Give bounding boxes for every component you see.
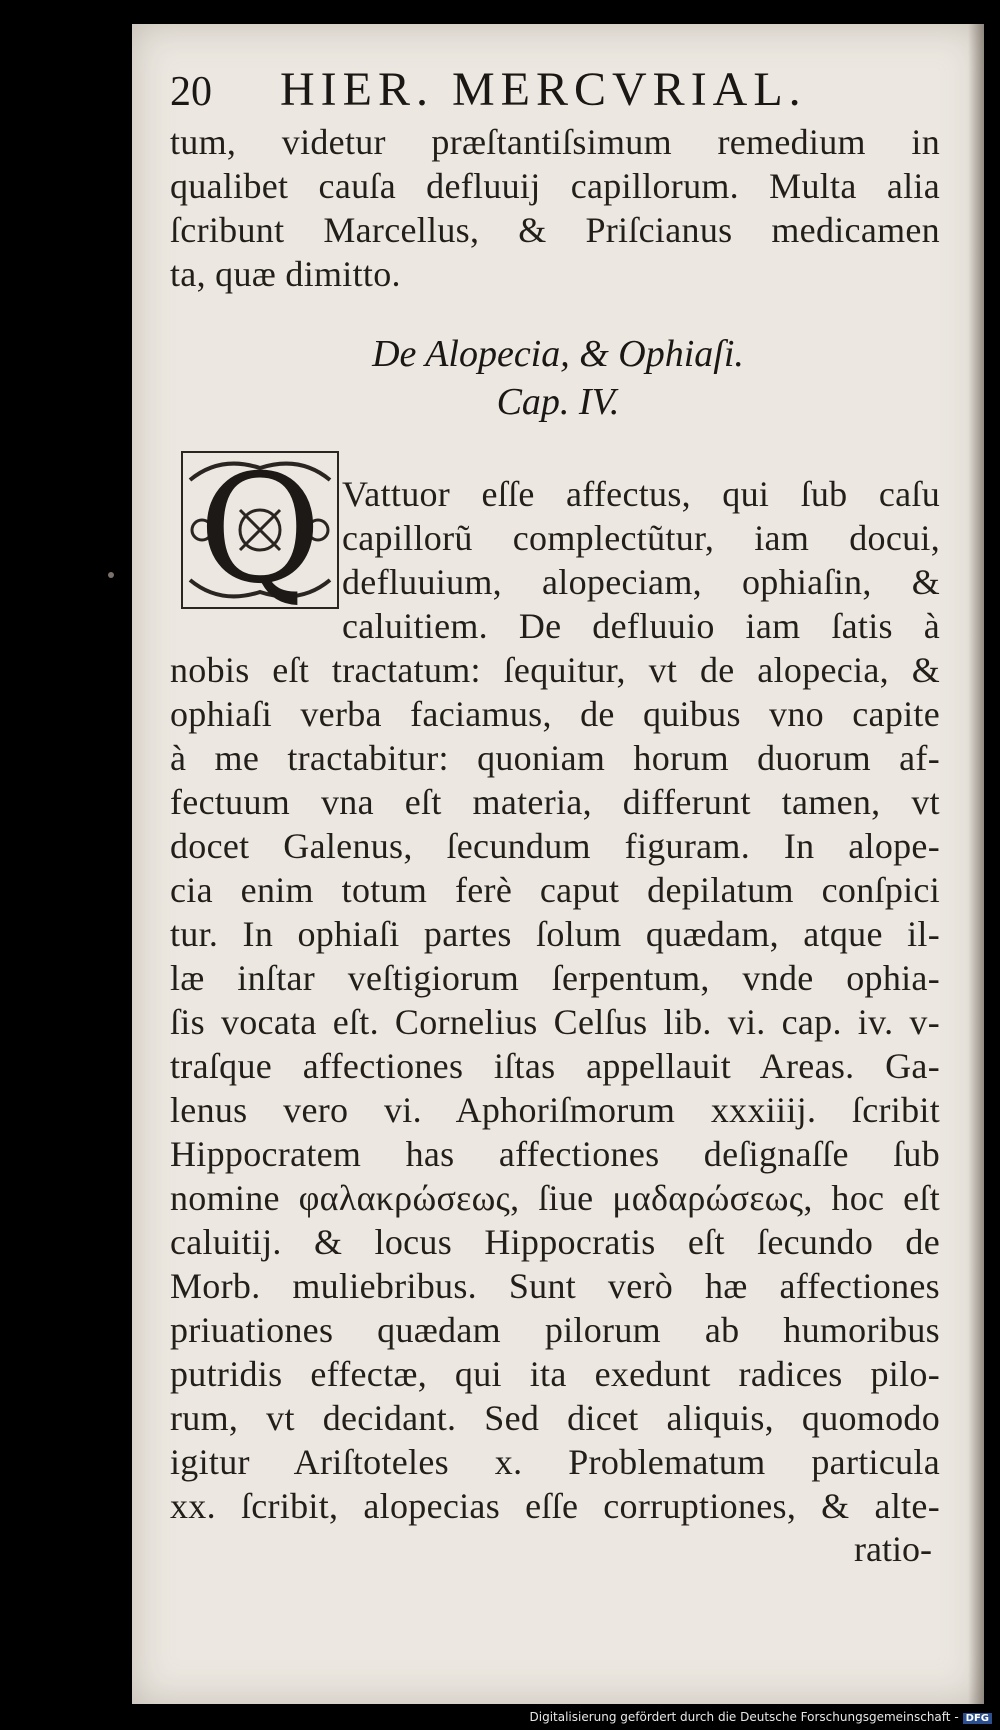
text-line: ta, quæ dimitto. (170, 254, 401, 294)
initial-letter: Q (198, 443, 322, 617)
digitization-footer (530, 1710, 993, 1724)
text-line: ſcribunt Marcellus, & Priſcianus medicamen (170, 210, 940, 250)
text-line: læ inſtar veſtigiorum ſerpentum, vnde ophia- (170, 958, 940, 998)
text-line: Morb. muliebribus. Sunt verò hæ affectiones (170, 1266, 940, 1306)
chapter-number: Cap. IV. (496, 381, 620, 423)
text-line: nobis eſt tractatum: ſequitur, vt de alopecia, & (170, 650, 940, 690)
text-line: nomine φαλακρώσεως, ſiue μαδαρώσεως, hoc eſt (170, 1178, 940, 1218)
text-line: à me tractabitur: quoniam horum duorum af- (170, 738, 940, 778)
text-line: traſque affectiones iſtas appellauit Areas. Ga- (170, 1046, 940, 1086)
text-line: rum, vt decidant. Sed dicet aliquis, quomodo (170, 1398, 940, 1438)
text-line: ſis vocata eſt. Cornelius Celſus lib. vi. cap. iv. v- (170, 1002, 940, 1042)
text-line: putridis effectæ, qui ita exedunt radices pilo- (170, 1354, 940, 1394)
catchword: ratio- (854, 1529, 932, 1569)
chapter-title: De Alopecia, & Ophiaſi. (372, 333, 744, 375)
text-line: xx. ſcribit, alopecias eſſe corruptiones, & alte- (170, 1486, 940, 1526)
footer-text: Digitalisierung gefördert durch die Deutsche Forschungsgemeinschaft - (529, 1710, 959, 1724)
text-line: caluitij. & locus Hippocratis eſt ſecundo de (170, 1222, 940, 1262)
ink-spot (108, 572, 114, 578)
text-line: capillorũ complectũtur, iam docui, (342, 518, 940, 558)
text-line: docet Galenus, ſecundum figuram. In alope- (170, 826, 940, 866)
text-line: qualibet cauſa defluuij capillorum. Multa alia (170, 166, 940, 206)
text-line: cia enim totum ferè caput depilatum conſpici (170, 870, 940, 910)
text-line: defluuium, alopeciam, ophiaſin, & (342, 562, 940, 602)
text-line: ophiaſi verba faciamus, de quibus vno capite (170, 694, 940, 734)
dfg-logo: DFG (963, 1713, 992, 1724)
text-line: caluitiem. De defluuio iam ſatis à (342, 606, 940, 646)
text-line: lenus vero vi. Aphoriſmorum xxxiiij. ſcribit (170, 1090, 940, 1130)
decorated-initial (180, 443, 340, 617)
running-head: HIER. MERCVRIAL. (280, 63, 807, 116)
text-line: fectuum vna eſt materia, differunt tamen, vt (170, 782, 940, 822)
text-line: igitur Ariſtoteles x. Problematum particula (170, 1442, 940, 1482)
text-line: tum, videtur præſtantiſsimum remedium in (170, 122, 940, 162)
text-line: Hippocratem has affectiones deſignaſſe ſub (170, 1134, 940, 1174)
page-header (132, 62, 984, 126)
book-page (132, 24, 984, 1704)
text-line: tur. In ophiaſi partes ſolum quædam, atque il- (170, 914, 940, 954)
text-line: priuationes quædam pilorum ab humoribus (170, 1310, 940, 1350)
text-line: Vattuor eſſe affectus, qui ſub caſu (342, 474, 940, 514)
page-number: 20 (170, 69, 212, 115)
